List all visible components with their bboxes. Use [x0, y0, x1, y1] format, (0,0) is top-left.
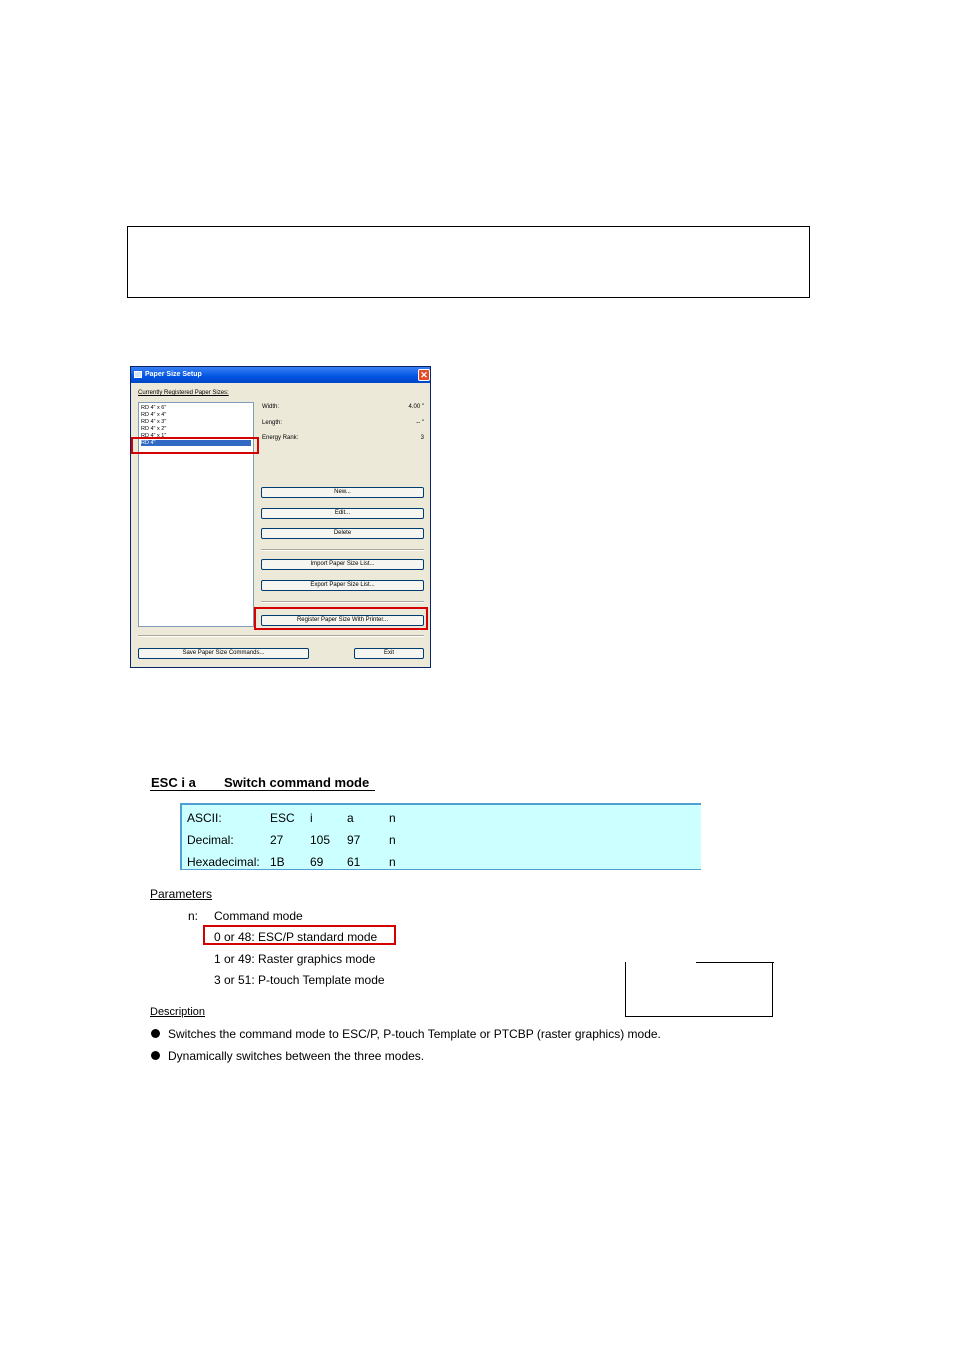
table-cell: ESC	[270, 811, 295, 825]
heading-underline	[150, 790, 375, 791]
table-cell: 105	[310, 833, 331, 847]
command-table	[180, 803, 701, 870]
exit-button[interactable]: Exit	[354, 648, 424, 659]
app-icon	[134, 371, 142, 378]
command-title: Switch command mode	[224, 775, 370, 790]
table-cell: n	[389, 811, 396, 825]
paper-size-list[interactable]	[138, 402, 254, 627]
length-value: -- "	[416, 420, 424, 426]
description-label: Description	[150, 1006, 206, 1018]
table-cell: n	[389, 833, 396, 847]
delete-button[interactable]: Delete	[261, 528, 424, 539]
import-button[interactable]: Import Paper Size List...	[261, 559, 424, 570]
mode-escp: 0 or 48: ESC/P standard mode	[214, 930, 378, 944]
table-cell: Decimal:	[187, 833, 234, 847]
table-cell: 27	[270, 833, 284, 847]
energy-rank-label: Energy Rank:	[262, 435, 299, 441]
command-name: ESC i a	[151, 775, 196, 790]
width-value: 4.00 "	[408, 404, 424, 410]
close-icon[interactable]: ✕	[418, 369, 430, 381]
separator	[138, 635, 424, 637]
list-label: Currently Registered Paper Sizes:	[138, 390, 229, 396]
table-cell: 97	[347, 833, 361, 847]
width-label: Width:	[262, 404, 280, 410]
mode-template: 3 or 51: P-touch Template mode	[214, 973, 385, 987]
list-item[interactable]: RD 4" x 4"	[141, 412, 167, 418]
table-cell: ASCII:	[187, 811, 222, 825]
edit-button[interactable]: Edit...	[261, 508, 424, 519]
description-line: Switches the command mode to ESC/P, P-touch Template or PTCBP (raster graphics) mode.	[168, 1027, 661, 1041]
description-line: Dynamically switches between the three modes.	[168, 1049, 425, 1063]
empty-side-box	[625, 962, 773, 1017]
table-cell: 1B	[270, 855, 285, 869]
energy-rank-value: 3	[420, 435, 424, 441]
table-cell: i	[310, 811, 313, 825]
save-commands-button[interactable]: Save Paper Size Commands...	[138, 648, 309, 659]
dialog-title: Paper Size Setup	[145, 371, 202, 378]
mode-raster: 1 or 49: Raster graphics mode	[214, 952, 376, 966]
param-name: n:	[188, 909, 199, 923]
table-cell: a	[347, 811, 354, 825]
parameters-label: Parameters	[150, 887, 213, 901]
highlight-register-button	[254, 607, 428, 630]
export-button[interactable]: Export Paper Size List...	[261, 580, 424, 591]
table-cell: 69	[310, 855, 324, 869]
bullet-icon	[151, 1051, 160, 1060]
highlight-selected-size	[131, 437, 259, 454]
table-cell: 61	[347, 855, 361, 869]
table-cell: Hexadecimal:	[187, 855, 260, 869]
bullet-icon	[151, 1029, 160, 1038]
side-box-top-line	[696, 962, 774, 963]
dialog-titlebar[interactable]	[131, 367, 430, 383]
list-item-selected[interactable]: RD 4"	[141, 440, 251, 446]
list-item[interactable]: RD 4" x 2"	[141, 426, 167, 432]
length-label: Length:	[262, 420, 283, 426]
separator	[261, 601, 424, 603]
list-item[interactable]: RD 4" x 3"	[141, 419, 167, 425]
empty-box	[127, 226, 810, 298]
register-button[interactable]: Register Paper Size With Printer...	[261, 615, 424, 626]
list-item[interactable]: RD 4" x 1"	[141, 433, 167, 439]
param-desc: Command mode	[214, 909, 303, 923]
list-item[interactable]: RD 4" x 6"	[141, 405, 167, 411]
table-cell: n	[389, 855, 396, 869]
separator	[261, 549, 424, 551]
new-button[interactable]: New...	[261, 487, 424, 498]
